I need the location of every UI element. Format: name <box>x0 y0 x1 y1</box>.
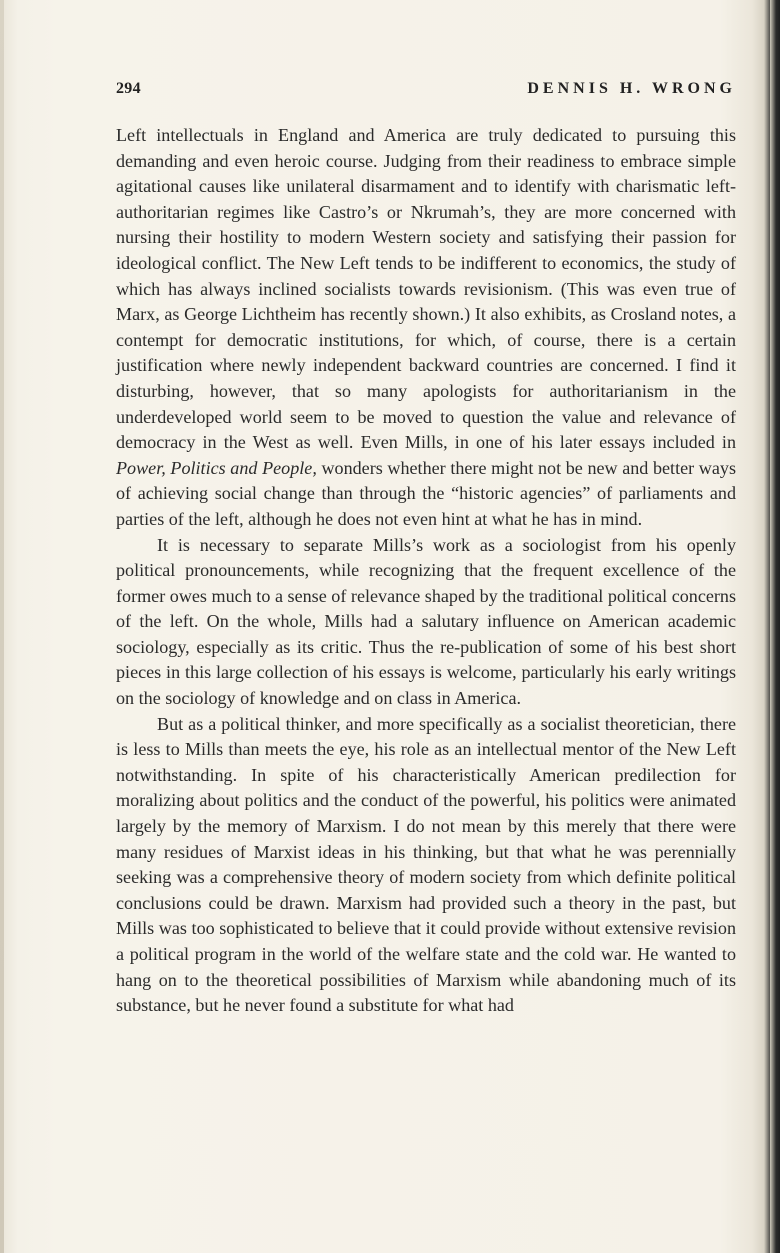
paragraph-2: It is necessary to separate Mills’s work as a sociologist from his openly political pronouncements, while recognizing that the frequent excellence of the former owes much to a sense of relevance shaped by the traditional political concerns of the left. On the whole, Mills had a salutary influence on American academic sociology, especially as its critic. Thus the re-publication of some of his best short pieces in this large collection of his essays is welcome, particularly his early writings on the sociology of knowledge and on class in America. <box>116 534 736 709</box>
main-text-block <box>116 123 736 1019</box>
paragraph-1 <box>116 123 736 533</box>
paragraph-1-text-before-title: Left intellectuals in England and America are truly dedicated to pursuing this demanding and even heroic course. Judging from their readiness to embrace simple agitational causes like unilateral disarmament and to identify with charismatic left-authoritarian regimes like Castro’s or Nkrumah’s, they are more concerned with nursing their hostility to modern Western society and satisfying their passion for ideological conflict. The New Left tends to be indifferent to economics, the study of which has always inclined socialists towards revisionism. (This was even true of Marx, as George Lichtheim has recently shown.) It also exhibits, as Crosland notes, a contempt for democratic institutions, for which, of course, there is a certain justification where newly independent backward countries are concerned. I find it disturbing, however, that so many apologists for authoritarianism in the underdeveloped world seem to be moved to question the value and relevance of democracy in the West as well. Even Mills, in one of his later essays included in <box>116 125 736 453</box>
paragraph-1-text-after-title: wonders whether there might not be new and better ways of achieving social change than through the “historic agencies” of parliaments and parties of the left, although he does not even hint at what he has in mind. <box>116 457 736 529</box>
book-title-italic: Power, Politics and People, <box>116 457 317 478</box>
page-header <box>116 80 736 108</box>
page-left-edge <box>0 0 4 1253</box>
page-number: 294 <box>116 80 141 97</box>
running-head-author: DENNIS H. WRONG <box>527 80 736 97</box>
paragraph-3: But as a political thinker, and more specifically as a socialist theoretician, there is less to Mills than meets the eye, his role as an intellectual mentor of the New Left notwithstanding. In spite of his characteristically American predilection for moralizing about politics and the conduct of the powerful, his politics were animated largely by the memory of Marxism. I do not mean by this merely that there were many residues of Marxist ideas in his thinking, but that what he was perennially seeking was a comprehensive theory of modern society from which definite political conclusions could be drawn. Marxism had provided such a theory in the past, but Mills was too sophisticated to believe that it could provide without extensive revision a political program in the world of the welfare state and the cold war. He wanted to hang on to the theoretical possibilities of Marxism while abandoning much of its substance, but he never found a substitute for what had <box>116 713 736 1016</box>
book-binding-shadow <box>770 0 780 1253</box>
